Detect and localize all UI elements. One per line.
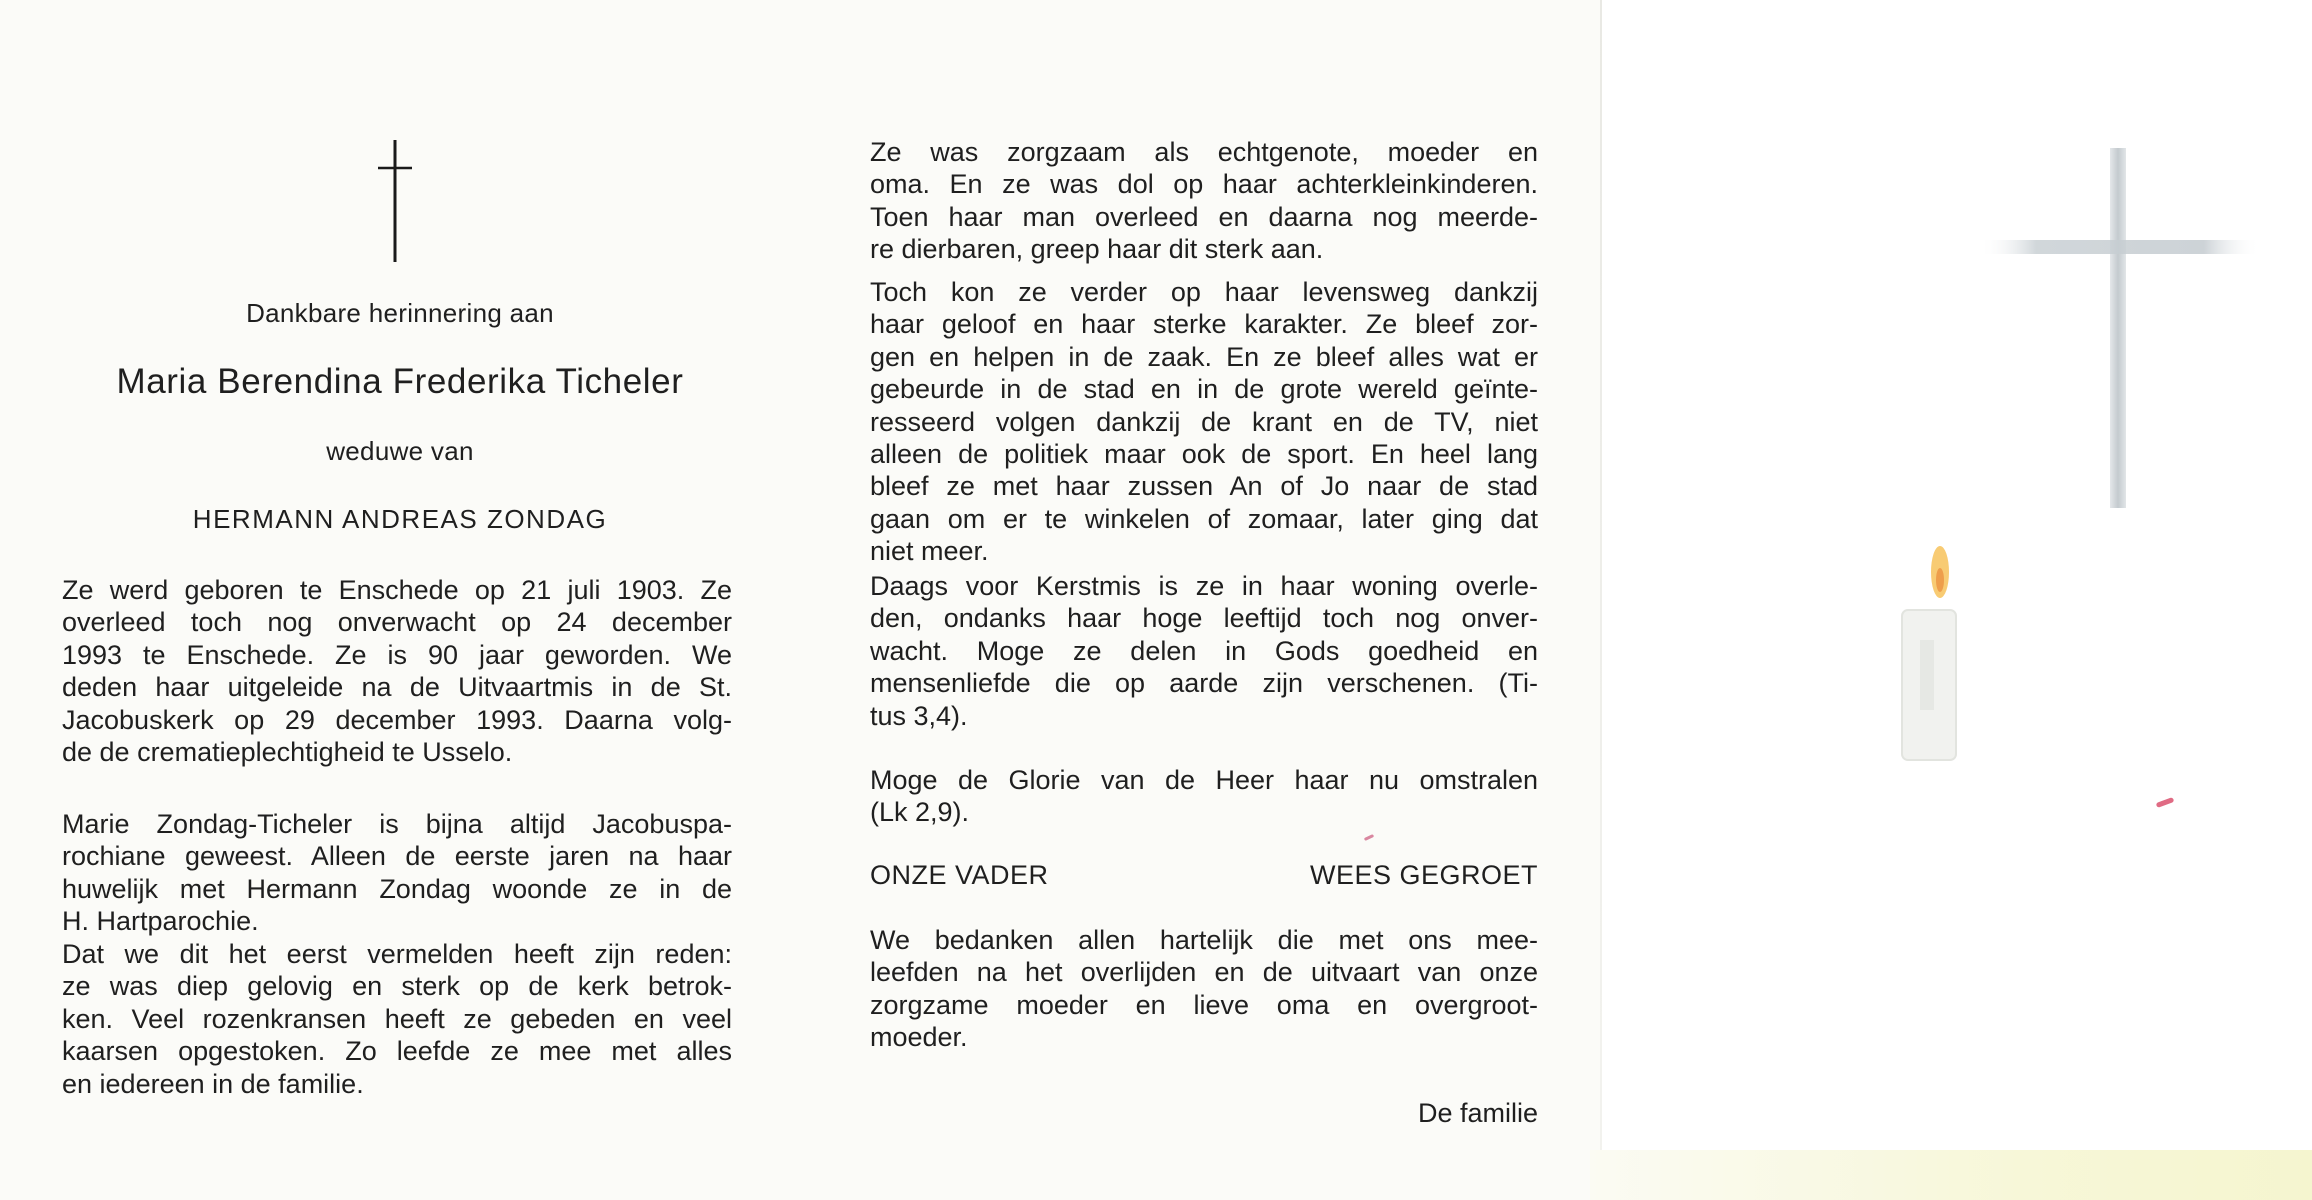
- header-dedication: Dankbare herinnering aan: [246, 298, 554, 328]
- text-line: tus 3,4).: [870, 700, 968, 731]
- header-widow-of: weduwe van: [326, 436, 474, 466]
- text-line: moeder.: [870, 1022, 968, 1053]
- text-line: niet meer.: [870, 536, 989, 567]
- deceased-name: Maria Berendina Frederika Ticheler: [116, 362, 684, 401]
- character-paragraph: [870, 136, 1538, 266]
- text-line: re dierbaren, greep haar dit sterk aan.: [870, 234, 1324, 265]
- text-line: haar geloof en haar sterke karakter. Ze bleef zor-: [870, 309, 1538, 340]
- text-line: bleef ze met haar zussen An of Jo naar de stad: [870, 471, 1538, 502]
- text-line: de de crematieplechtigheid te Usselo.: [62, 737, 513, 768]
- text-line: den, ondanks haar hoge leeftijd toch nog onver-: [870, 603, 1538, 634]
- text-line: Moge de Glorie van de Heer haar nu omstralen: [870, 765, 1538, 795]
- text-line: We bedanken allen hartelijk die met ons mee-: [870, 925, 1538, 955]
- text-line: H. Hartparochie.: [62, 906, 259, 937]
- text-line: Jacobuskerk op 29 december 1993. Daarna volg-: [62, 704, 732, 735]
- text-line: Toch kon ze verder op haar levensweg dankzij: [870, 277, 1538, 307]
- text-line: ken. Veel rozenkransen heeft ze gebeden en veel: [62, 1003, 732, 1034]
- text-line: Marie Zondag-Ticheler is bijna altijd Jacobuspa-: [62, 809, 732, 839]
- prayer-hail-mary: WEES GEGROET: [1309, 860, 1538, 890]
- biography-paragraph: [62, 574, 732, 768]
- text-line: oma. En ze was dol op haar achterkleinkinderen.: [870, 169, 1538, 200]
- text-line: mensenliefde die op aarde zijn verschenen. (Ti-: [870, 668, 1538, 699]
- husband-name: HERMANN ANDREAS ZONDAG: [192, 504, 608, 534]
- candle-icon: [1880, 540, 1970, 770]
- cross-icon: [374, 140, 414, 270]
- text-line: leefden na het overlijden en de uitvaart van onze: [870, 957, 1538, 988]
- text-line: Daags voor Kerstmis is ze in haar woning overle-: [870, 571, 1538, 601]
- thanks-paragraph: [870, 924, 1538, 1054]
- paper-edge-strip: [1590, 1150, 2312, 1200]
- text-line: (Lk 2,9).: [870, 797, 970, 828]
- prayer-our-father: ONZE VADER: [870, 860, 1049, 890]
- text-line: en iedereen in de familie.: [62, 1068, 364, 1099]
- text-line: Ze werd geboren te Enschede op 21 juli 1903. Ze: [62, 575, 732, 605]
- text-line: rochiane geweest. Alleen de eerste jaren na haar: [62, 841, 732, 872]
- parish-paragraph: [62, 808, 732, 938]
- blessing-paragraph: [870, 764, 1538, 829]
- text-line: gen en helpen in de zaak. En ze bleef alles wat er: [870, 341, 1538, 372]
- text-line: gebeurde in de stad en in de grote wereld geïnte-: [870, 374, 1538, 405]
- text-line: huwelijk met Hermann Zondag woonde ze in de: [62, 873, 732, 904]
- text-line: deden haar uitgeleide na de Uitvaartmis in de St.: [62, 672, 732, 703]
- card-fold-line: [1600, 0, 1602, 1200]
- text-line: kaarsen opgestoken. Zo leefde ze mee met alles: [62, 1036, 732, 1067]
- life-paragraph: [870, 276, 1538, 568]
- text-line: 1993 te Enschede. Ze is 90 jaar geworden. We: [62, 639, 732, 670]
- family-signoff: De familie: [1417, 1098, 1538, 1128]
- text-line: overleed toch nog onverwacht op 24 december: [62, 607, 732, 638]
- silver-cross-icon: [1970, 140, 2270, 520]
- text-line: Toen haar man overleed en daarna nog meerde-: [870, 201, 1538, 232]
- text-line: Dat we dit het eerst vermelden heeft zijn reden:: [62, 939, 732, 969]
- passing-paragraph: [870, 570, 1538, 732]
- text-line: gaan om er te winkelen of zomaar, later ging dat: [870, 503, 1538, 534]
- text-line: resseerd volgen dankzij de krant en de TV, niet: [870, 406, 1538, 437]
- text-line: wacht. Moge ze delen in Gods goedheid en: [870, 635, 1538, 666]
- text-line: alleen de politiek maar ook de sport. En heel lang: [870, 439, 1538, 470]
- text-line: zorgzame moeder en lieve oma en overgroot-: [870, 989, 1538, 1020]
- faith-paragraph: [62, 938, 732, 1100]
- text-line: ze was diep gelovig en sterk op de kerk betrok-: [62, 971, 732, 1002]
- text-line: Ze was zorgzaam als echtgenote, moeder en: [870, 137, 1538, 167]
